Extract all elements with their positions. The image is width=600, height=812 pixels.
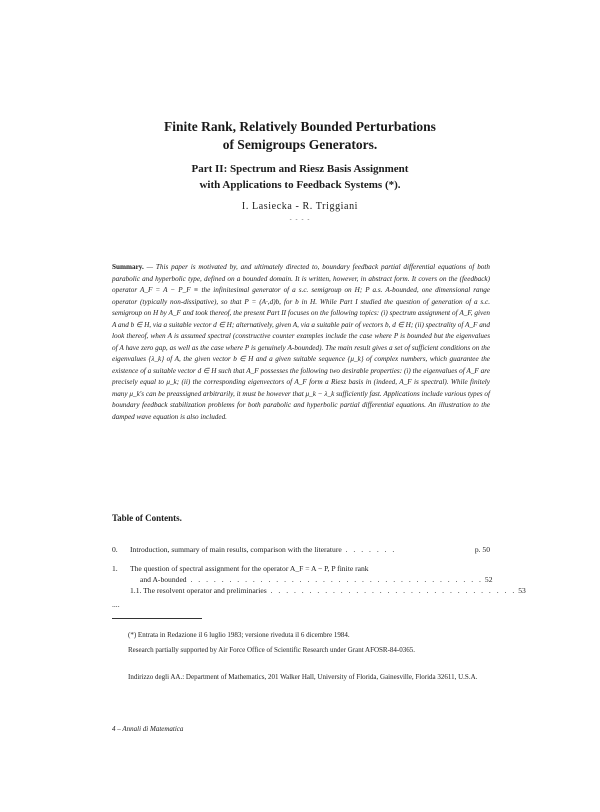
toc-entry-title-continued: and A-bounded [140,575,187,584]
abstract [112,262,490,423]
toc-entry-number: 1. [112,564,118,573]
paper-title-line-1: Finite Rank, Relatively Bounded Perturbations [164,119,436,134]
toc-entry-1 [112,563,493,585]
toc-heading: Table of Contents. [112,513,182,523]
author-separator: - - - - [289,216,311,223]
toc-entry-title: Introduction, summary of main results, comparison with the literature [130,545,342,554]
footnote-rule [112,618,202,619]
toc-entry-page: 52 [484,575,493,584]
footnote-3: Indirizzo degli AA.: Department of Mathematics, 201 Walker Hall, University of Florida, Gainesville, Florida 32611, U.S.A. [128,673,478,681]
toc-continuation: .... [112,600,120,609]
toc-ellipsis [112,599,490,610]
toc-entry-page: p. 50 [474,545,490,554]
toc-entry-0 [112,544,490,555]
toc-leader-dots: . . . . . . . [341,545,397,554]
toc-entry-title: The question of spectral assignment for the operator A_F = A − P, P finite rank [130,564,369,573]
paper-subtitle-line-1: Part II: Spectrum and Riesz Basis Assignment [191,163,409,175]
footnote-1: (*) Entrata in Redazione il 6 luglio 1983; versione riveduta il 6 dicembre 1984. [128,631,350,639]
toc-leader-dots: . . . . . . . . . . . . . . . . . . . . . . . . . . . . . . . . . . . . . . [186,575,483,584]
page-footer: 4 – Annali di Matematica [112,725,184,733]
toc-entry-2 [112,585,526,596]
toc-entry-number: 0. [112,545,118,554]
toc-leader-dots: . . . . . . . . . . . . . . . . . . . . . . . . . . . . . . . . [266,586,517,595]
paper-title-line-2: of Semigroups Generators. [222,137,378,152]
toc-entry-page: 53 [518,586,526,595]
footnote-2: Research partially supported by Air Force Office of Scientific Research under Grant AFOSR-84-0365. [128,646,415,654]
toc-entry-title: 1.1. The resolvent operator and preliminaries [130,586,267,595]
paper-subtitle-line-2: with Applications to Feedback Systems (*). [199,179,401,191]
abstract-label: Summary. [112,263,144,271]
abstract-text: — This paper is motivated by, and ultimately directed to, boundary feedback partial differential equations of both parabolic and hyperbolic type, defined on a bounded domain. It is written, however, in abstract form. It covers on the (feedback) operator A_F = A − P_F ≡ the infinitesimal generator of a s.c. semigroup on H; P a.s. A-bounded, one dimensional range operator (typically non-dissipative), so that P = (A·,d)b, for b in H. While Part I studied the question of generation of a s.c. semigroup on H by A_F and took thereof, the present Part II focuses on the following topics: (i) spectrum assignment of A_F, given A and b ∈ H, via a suitable vector d ∈ H; alternatively, given A, via a suitable pair of vectors b, d ∈ H; (ii) spectrality of A_F and look thereof, when A is assumed spectral (constructive counter examples include the case where P is bounded but the eigenvalues of A have zero gap, as well as the case where P is genuinely A-bounded). The main result gives a set of sufficient conditions on the eigenvalues {λ_k} of A, the given vector b ∈ H and a given suitable sequence {μ_k} of complex numbers, which guarantee the existence of a suitable vector d ∈ H such that A_F possesses the following two desirable properties: (i) the eigenvalues of A_F are precisely equal to μ_k; (ii) the corresponding eigenvectors of A_F form a Riesz basis in (indeed, A_F is spectral). While finitely many μ_k's can be preassigned arbitrarily, it must be however that μ_k − λ_k sufficiently fast. Applications include various types of boundary feedback stabilization problems for both parabolic and hyperbolic partial differential equations. An illustration to the damped wave equation is also included. [112,263,490,421]
authors: I. Lasiecka - R. Triggiani [241,201,359,212]
